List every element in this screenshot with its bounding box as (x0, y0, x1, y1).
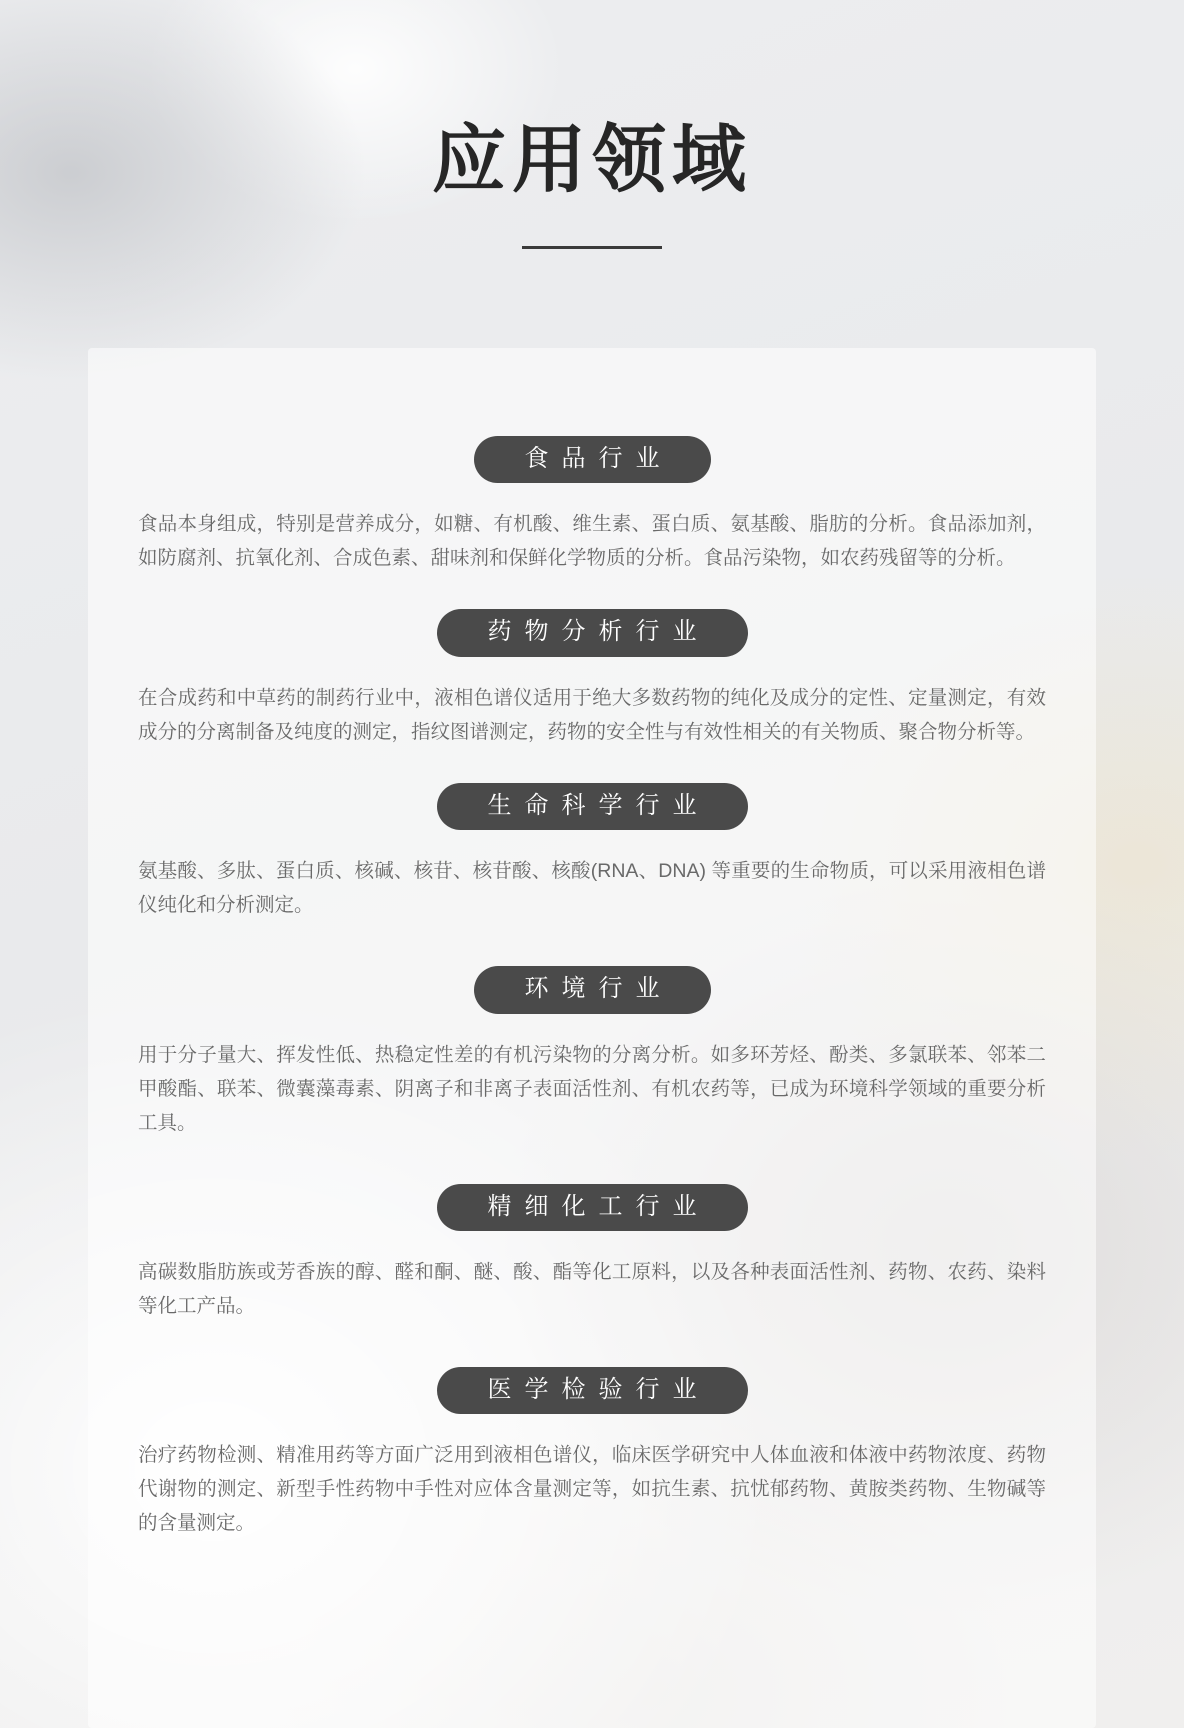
section-life-science-industry (136, 783, 1048, 922)
pill-row (136, 436, 1048, 483)
section-pharma-analysis-industry (136, 609, 1048, 748)
page-header (0, 112, 1184, 249)
section-fine-chemical-industry (136, 1184, 1048, 1323)
section-heading-environment-industry: 环境行业 (474, 966, 711, 1013)
pill-row (136, 966, 1048, 1013)
pill-row (136, 1367, 1048, 1414)
section-environment-industry (136, 966, 1048, 1139)
section-heading-food-industry: 食品行业 (474, 436, 711, 483)
section-body-medical-testing-industry: 治疗药物检测、精准用药等方面广泛用到液相色谱仪，临床医学研究中人体血液和体液中药物浓度、药物代谢物的测定、新型手性药物中手性对应体含量测定等，如抗生素、抗忧郁药物、黄胺类药物、生物碱等的含量测定。 (138, 1444, 1046, 1535)
pill-row (136, 1184, 1048, 1231)
pill-row (136, 609, 1048, 656)
section-medical-testing-industry (136, 1367, 1048, 1540)
section-body-food-industry: 食品本身组成，特别是营养成分，如糖、有机酸、维生素、蛋白质、氨基酸、脂肪的分析。食品添加剂，如防腐剂、抗氧化剂、合成色素、甜味剂和保鲜化学物质的分析。食品污染物，如农药残留等的分析。 (138, 513, 1046, 570)
content-card (88, 348, 1096, 1728)
section-heading-fine-chemical-industry: 精细化工行业 (437, 1184, 748, 1231)
title-divider (522, 246, 662, 249)
section-body-environment-industry: 用于分子量大、挥发性低、热稳定性差的有机污染物的分离分析。如多环芳烃、酚类、多氯联苯、邻苯二甲酸酯、联苯、微囊藻毒素、阴离子和非离子表面活性剂、有机农药等，已成为环境科学领域的重要分析工具。 (138, 1043, 1046, 1134)
section-body-life-science-industry: 氨基酸、多肽、蛋白质、核碱、核苷、核苷酸、核酸(RNA、DNA) 等重要的生命物质，可以采用液相色谱仪纯化和分析测定。 (138, 860, 1046, 917)
section-heading-pharma-analysis-industry: 药物分析行业 (437, 609, 748, 656)
section-body-pharma-analysis-industry: 在合成药和中草药的制药行业中，液相色谱仪适用于绝大多数药物的纯化及成分的定性、定量测定，有效成分的分离制备及纯度的测定，指纹图谱测定，药物的安全性与有效性相关的有关物质、聚合物分析等。 (138, 686, 1046, 743)
section-food-industry (136, 436, 1048, 575)
pill-row (136, 783, 1048, 830)
page-title: 应用领域 (432, 118, 752, 201)
section-heading-medical-testing-industry: 医学检验行业 (437, 1367, 748, 1414)
section-heading-life-science-industry: 生命科学行业 (437, 783, 748, 830)
section-body-fine-chemical-industry: 高碳数脂肪族或芳香族的醇、醛和酮、醚、酸、酯等化工原料，以及各种表面活性剂、药物、农药、染料等化工产品。 (138, 1260, 1046, 1317)
